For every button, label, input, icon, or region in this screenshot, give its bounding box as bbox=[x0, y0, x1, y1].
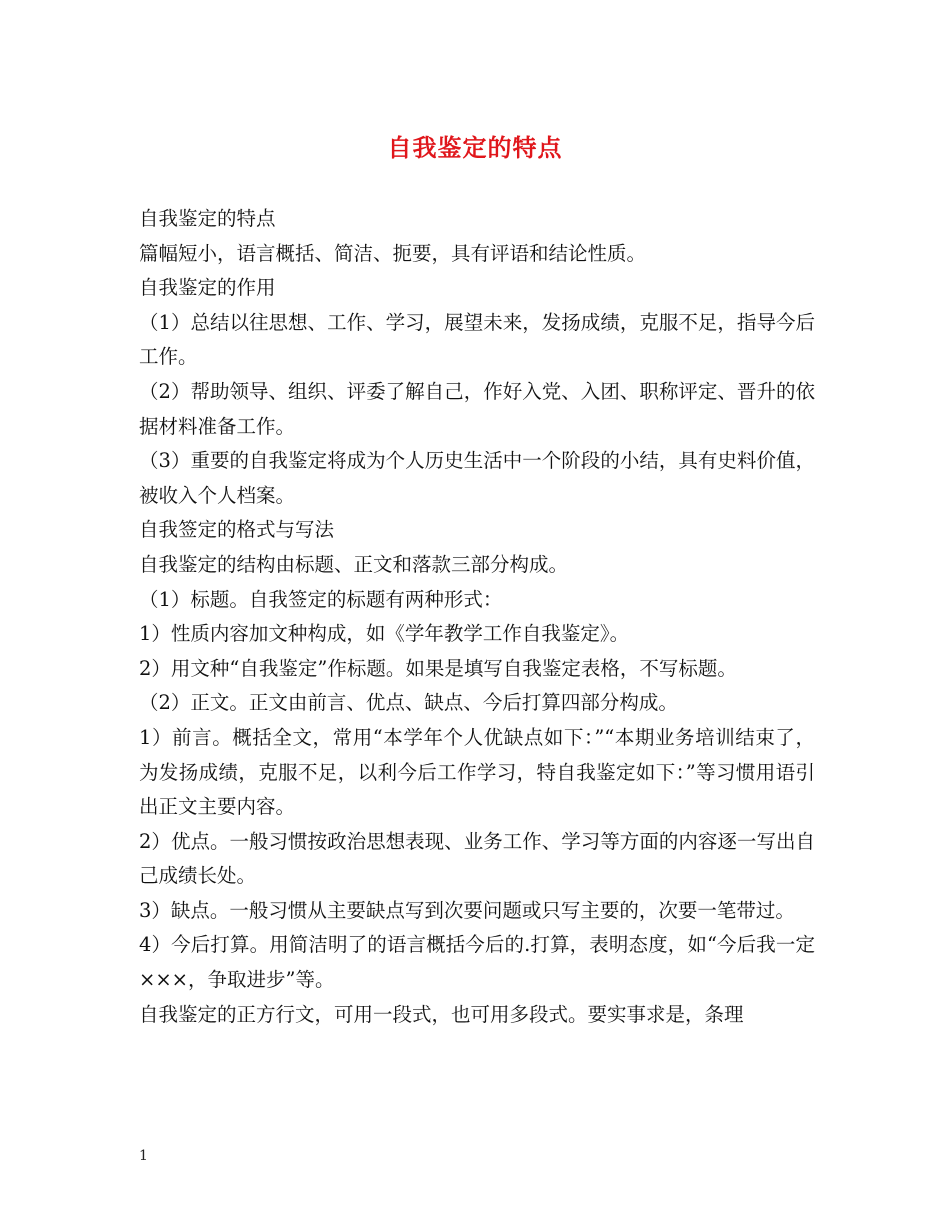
paragraph: 4）今后打算。用简洁明了的语言概括今后的.打算，表明态度，如“今后我一定×××，争取进步”等。 bbox=[139, 933, 815, 992]
paragraph: （1）总结以往思想、工作、学习，展望未来，发扬成绩，克服不足，指导今后工作。 bbox=[139, 310, 815, 369]
paragraph: （2）帮助领导、组织、评委了解自己，作好入党、入团、职称评定、晋升的依据材料准备工作。 bbox=[139, 379, 815, 438]
page-number: 1 bbox=[139, 1148, 148, 1164]
paragraph: 3）缺点。一般习惯从主要缺点写到次要问题或只写主要的，次要一笔带过。 bbox=[139, 898, 795, 922]
document-title: 自我鉴定的特点 bbox=[387, 133, 563, 162]
paragraph: 自我签定的格式与写法 bbox=[139, 518, 335, 542]
paragraph: 自我鉴定的结构由标题、正文和落款三部分构成。 bbox=[139, 552, 569, 576]
paragraph: （1）标题。自我签定的标题有两种形式： bbox=[139, 587, 503, 611]
paragraph: 2）优点。一般习惯按政治思想表现、业务工作、学习等方面的内容逐一写出自己成绩长处。 bbox=[139, 829, 815, 888]
paragraph: 1）前言。概括全文，常用“本学年个人优缺点如下：”“本期业务培训结束了，为发扬成绩，克服不足，以利今后工作学习，特自我鉴定如下：”等习惯用语引出正文主要内容。 bbox=[139, 725, 815, 819]
paragraph: 2）用文种“自我鉴定”作标题。如果是填写自我鉴定表格，不写标题。 bbox=[139, 656, 737, 680]
document-body bbox=[139, 202, 815, 1032]
paragraph: 篇幅短小，语言概括、简洁、扼要，具有评语和结论性质。 bbox=[139, 241, 647, 265]
paragraph: 自我鉴定的特点 bbox=[139, 207, 276, 230]
paragraph: 1）性质内容加文种构成，如《学年教学工作自我鉴定》。 bbox=[139, 622, 630, 646]
paragraph: 自我鉴定的正方行文，可用一段式，也可用多段式。要实事求是，条理 bbox=[139, 1002, 744, 1026]
paragraph: 自我鉴定的作用 bbox=[139, 276, 276, 300]
paragraph: （3）重要的自我鉴定将成为个人历史生活中一个阶段的小结，具有史料价值，被收入个人档案。 bbox=[139, 449, 815, 507]
paragraph: （2）正文。正文由前言、优点、缺点、今后打算四部分构成。 bbox=[139, 691, 678, 715]
